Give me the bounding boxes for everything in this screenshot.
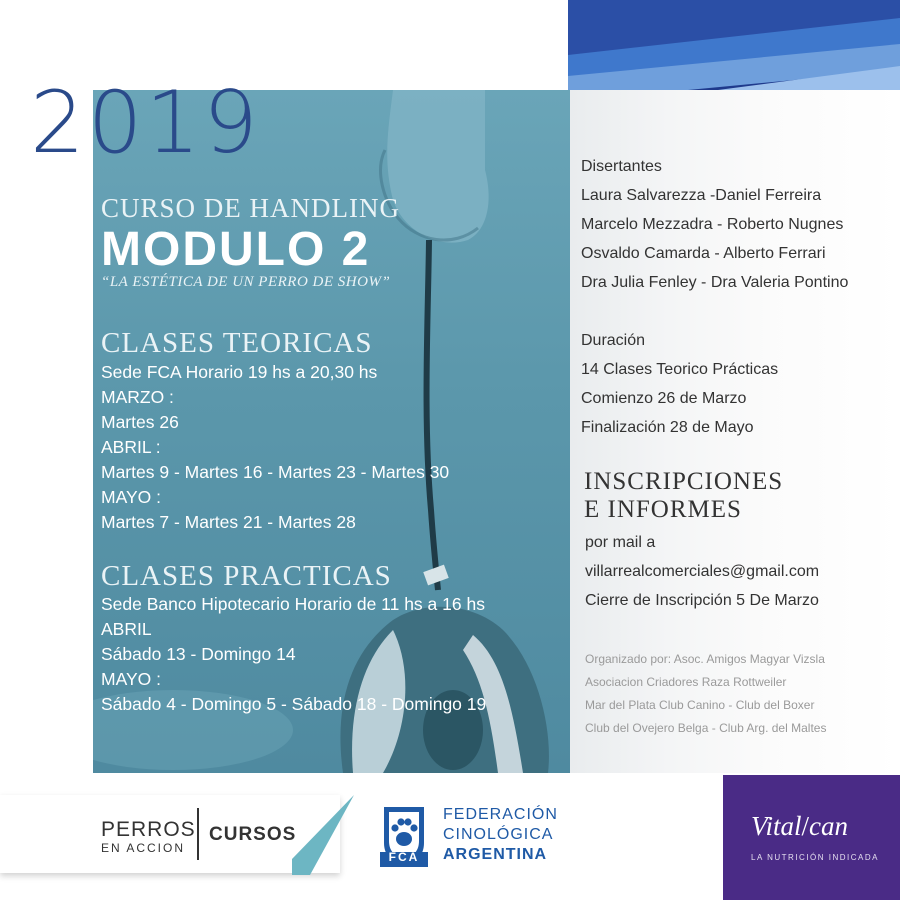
cursos-logo-text: CURSOS: [209, 824, 297, 845]
fed-line2: CINOLÓGICA: [443, 826, 554, 843]
practice-line: Sede Banco Hipotecario Horario de 11 hs a 16 hs: [101, 594, 485, 614]
signup-heading-1: INSCRIPCIONES: [584, 468, 784, 495]
speaker-line: Osvaldo Camarda - Alberto Ferrari: [581, 245, 826, 262]
theory-line: MARZO :: [101, 387, 174, 407]
practice-line: Sábado 13 - Domingo 14: [101, 644, 296, 664]
vital-tagline: LA NUTRICIÓN INDICADA: [751, 853, 879, 862]
theory-line: Martes 26: [101, 412, 179, 432]
theory-heading: CLASES TEORICAS: [101, 327, 373, 359]
vital-word: Vital: [751, 811, 802, 841]
teal-accent-shape: [292, 795, 358, 875]
signup-email[interactable]: villarrealcomerciales@gmail.com: [585, 563, 820, 580]
speaker-line: Marcelo Mezzadra - Roberto Nugnes: [581, 216, 844, 233]
tagline: “LA ESTÉTICA DE UN PERRO DE SHOW”: [101, 274, 391, 290]
theory-line: Sede FCA Horario 19 hs a 20,30 hs: [101, 362, 378, 382]
logo-divider: [197, 808, 199, 860]
header-decoration-shapes: [568, 0, 900, 90]
fca-badge-text: FCA: [388, 850, 420, 864]
course-title: CURSO DE HANDLING: [101, 193, 400, 223]
perros-logo-line2: EN ACCION: [101, 841, 186, 855]
organizer-line: Club del Ovejero Belga - Club Arg. del Maltes: [585, 721, 827, 735]
theory-line: Martes 7 - Martes 21 - Martes 28: [101, 512, 356, 532]
speakers-heading: Disertantes: [581, 158, 662, 175]
duration-line: 14 Clases Teorico Prácticas: [581, 361, 779, 378]
year-title: [30, 73, 261, 173]
vital-text: Vital/can: [751, 811, 848, 841]
speaker-line: Laura Salvarezza -Daniel Ferreira: [581, 187, 822, 204]
perros-logo-line1: PERROS: [101, 818, 196, 841]
organizer-line: Organizado por: Asoc. Amigos Magyar Vizsla: [585, 652, 825, 666]
organizer-line: Asociacion Criadores Raza Rottweiler: [585, 675, 787, 689]
year-digits-019: 0: [87, 73, 146, 173]
practice-line: MAYO :: [101, 669, 161, 689]
organizer-line: Mar del Plata Club Canino - Club del Boxer: [585, 698, 815, 712]
fed-line1: FEDERACIÓN: [443, 806, 558, 823]
vitalcan-logo: [723, 775, 900, 900]
signup-line: por mail a: [585, 534, 656, 551]
signup-line: Cierre de Inscripción 5 De Marzo: [585, 592, 819, 609]
duration-heading: Duración: [581, 332, 646, 349]
year-digit-2: 2: [30, 73, 88, 173]
theory-line: Martes 9 - Martes 16 - Martes 23 - Martes 30: [101, 462, 450, 482]
theory-line: MAYO :: [101, 487, 161, 507]
duration-line: Comienzo 26 de Marzo: [581, 390, 747, 407]
fed-line3: ARGENTINA: [443, 846, 548, 863]
duration-line: Finalización 28 de Mayo: [581, 419, 754, 436]
theory-line: ABRIL :: [101, 437, 161, 457]
speaker-line: Dra Julia Fenley - Dra Valeria Pontino: [581, 274, 849, 291]
practice-line: ABRIL: [101, 619, 152, 639]
practice-heading: CLASES PRACTICAS: [101, 560, 392, 592]
module-title: MODULO 2: [101, 223, 371, 276]
practice-line: Sábado 4 - Domingo 5 - Sábado 18 - Domingo 19: [101, 694, 487, 714]
can-word: can: [809, 811, 848, 841]
year-digits-19: 19: [145, 73, 261, 173]
signup-heading-2: E INFORMES: [584, 496, 742, 523]
